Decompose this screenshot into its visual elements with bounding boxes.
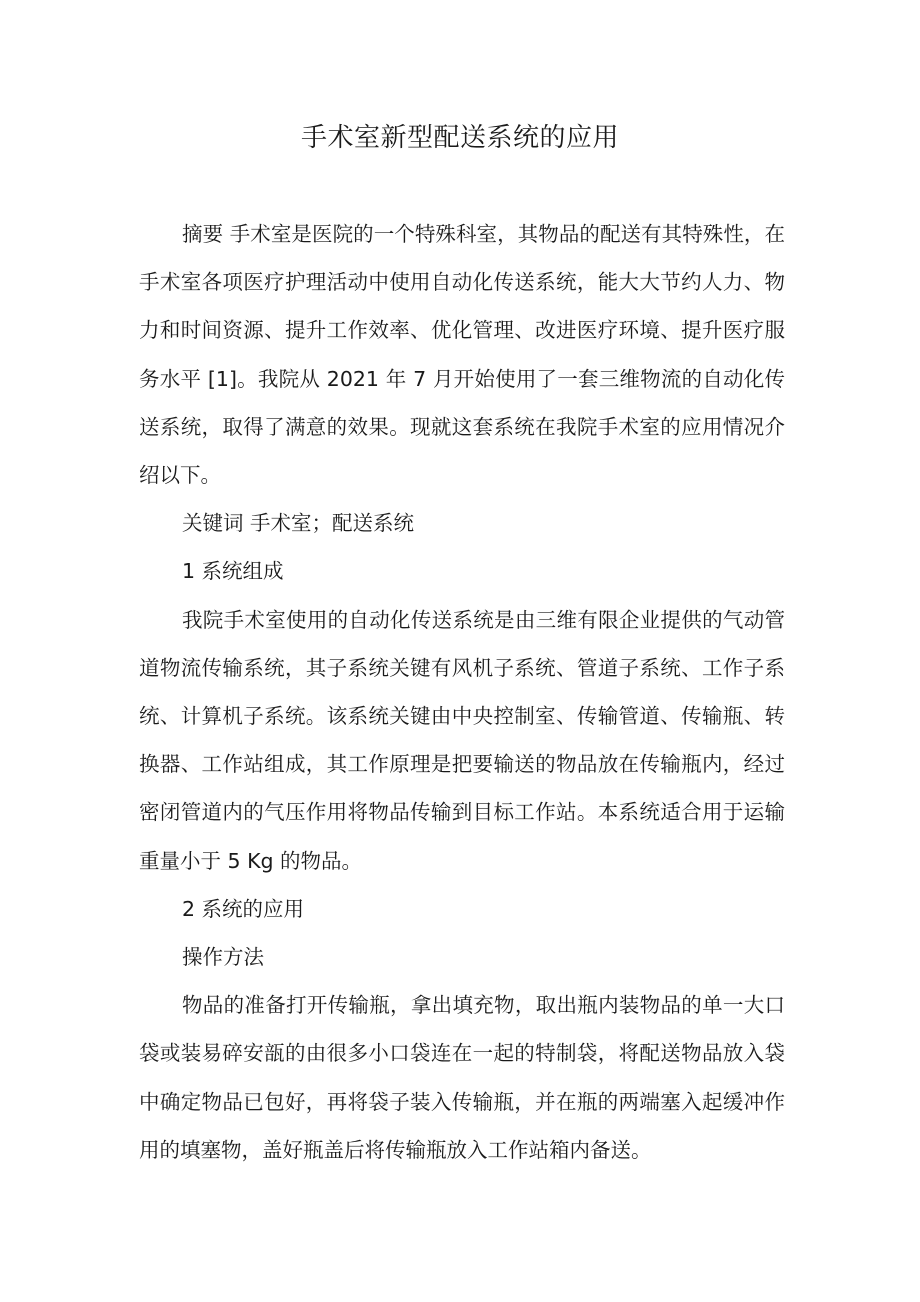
abstract-paragraph: 摘要 手术室是医院的一个特殊科室，其物品的配送有其特殊性，在手术室各项医疗护理活动中使用自动化传送系统，能大大节约人力、物力和时间资源、提升工作效率、优化管理、改进医疗环境、提升医疗服务水平 [1]。我院从 2021 年 7 月开始使用了一套三维物流的自动化传送系统，取得了满意的效果。现就这套系统在我院手术室的应用情况介绍以下。 bbox=[139, 222, 785, 488]
section-heading-2: 2 系统的应用 bbox=[182, 896, 305, 921]
section-1-paragraph: 我院手术室使用的自动化传送系统是由三维有限企业提供的气动管道物流传输系统，其子系统关键有风机子系统、管道子系统、工作子系统、计算机子系统。该系统关键由中央控制室、传输管道、传输瓶、转换器、工作站组成，其工作原理是把要输送的物品放在传输瓶内，经过密闭管道内的气压作用将物品传输到目标工作站。本系统适合用于运输重量小于 5 Kg 的物品。 bbox=[139, 607, 785, 873]
subsection-heading-operation: 操作方法 bbox=[182, 945, 264, 970]
keywords-line: 关键词 手术室；配送系统 bbox=[182, 511, 415, 536]
document-title: 手术室新型配送系统的应用 bbox=[300, 123, 619, 153]
operation-paragraph: 物品的准备打开传输瓶，拿出填充物，取出瓶内装物品的单一大口袋或装易碎安瓿的由很多小口袋连在一起的特制袋，将配送物品放入袋中确定物品已包好，再将袋子装入传输瓶，并在瓶的两端塞入起缓冲作用的填塞物，盖好瓶盖后将传输瓶放入工作站箱内备送。 bbox=[139, 993, 785, 1162]
section-heading-1: 1 系统组成 bbox=[182, 559, 284, 584]
document-body bbox=[139, 210, 785, 1174]
